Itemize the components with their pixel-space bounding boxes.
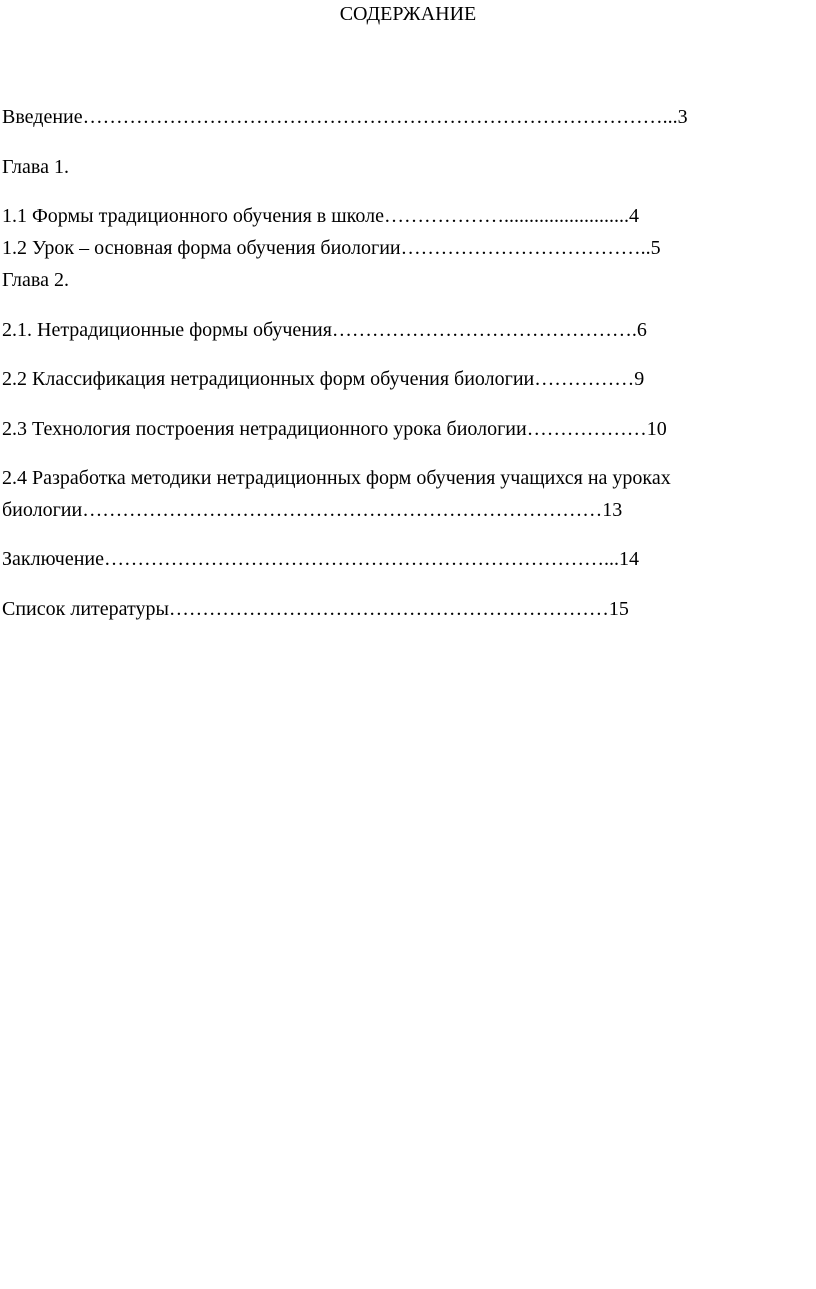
toc-entry-2-1: 2.1. Нетрадиционные формы обучения……………………………………….6	[2, 319, 647, 341]
toc-entry-2-2: 2.2 Классификация нетрадиционных форм обучения биологии……………9	[2, 368, 645, 390]
toc-chapter-1-heading: Глава 1.	[2, 156, 69, 178]
toc-entry-1-1: 1.1 Формы традиционного обучения в школе……………….........................4	[2, 205, 639, 227]
toc-entry-1-2: 1.2 Урок – основная форма обучения биологии………………………………..5	[2, 237, 661, 259]
toc-entry-2-3: 2.3 Технология построения нетрадиционного урока биологии………………10	[2, 418, 667, 440]
toc-entry-2-4: 2.4 Разработка методики нетрадиционных форм обучения учащихся на уроках	[2, 467, 671, 489]
toc-entry-conclusion: Заключение…………………………………………………………………...14	[2, 548, 639, 570]
toc-entry-2-4-continuation: биологии……………………………………………………………………13	[2, 499, 623, 521]
toc-entry-references: Список литературы…………………………………………………………15	[2, 598, 629, 620]
toc-chapter-2-heading: Глава 2.	[2, 269, 69, 291]
page-title: СОДЕРЖАНИЕ	[339, 3, 477, 25]
toc-entry-introduction: Введение……………………………………………………………………………...3	[2, 106, 688, 128]
